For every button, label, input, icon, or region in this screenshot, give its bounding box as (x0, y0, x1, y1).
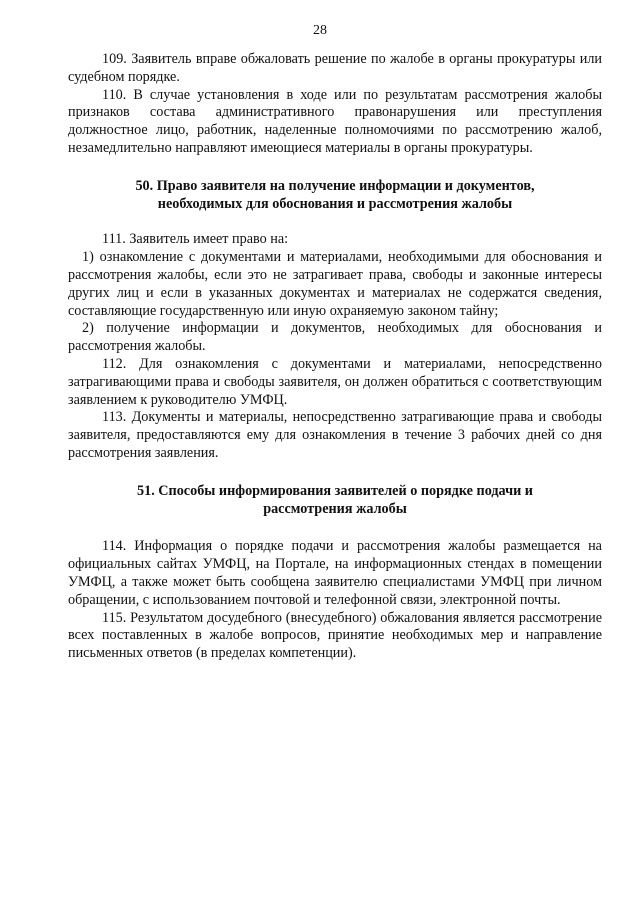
paragraph-112: 112. Для ознакомления с документами и материалами, непосредственно затрагивающими права и свободы заявителя, он должен обратиться с соответствующим заявлением к руководителю УМФЦ. (68, 355, 602, 408)
paragraph-114: 114. Информация о порядке подачи и рассмотрения жалобы размещается на официальных сайтах УМФЦ, на Портале, на информационных стендах в помещении УМФЦ, а также может быть сообщена заявителю специалистами УМФЦ при личном обращении, с использованием почтовой и телефонной связи, электронной почты. (68, 538, 602, 608)
page-number: 28 (313, 23, 327, 38)
document-body (68, 51, 602, 663)
paragraph-110: 110. В случае установления в ходе или по результатам рассмотрения жалобы признаков состава административного правонарушения или преступления должностное лицо, работник, наделенные полномочиями по рассмотрению жалоб, незамедлительно направляют имеющиеся материалы в органы прокуратуры. (68, 86, 602, 156)
section-heading-50: 50. Право заявителя на получение информации и документов, необходимых для обоснования и рассмотрения жалобы (135, 177, 535, 212)
section-heading-51: 51. Способы информирования заявителей о порядке подачи и рассмотрения жалобы (137, 482, 533, 517)
paragraph-111: 111. Заявитель имеет право на: (102, 231, 289, 248)
paragraph-113: 113. Документы и материалы, непосредственно затрагивающие права и свободы заявителя, предоставляются ему для ознакомления в течение 3 рабочих дней со дня рассмотрения заявления. (68, 409, 602, 461)
paragraph-111-item-2: 2) получение информации и документов, необходимых для обоснования и рассмотрения жалобы. (68, 320, 602, 355)
paragraph-111-item-1: 1) ознакомление с документами и материалами, необходимыми для обоснования и рассмотрения жалобы, если это не затрагивает права, свободы и законные интересы других лиц и если в указанных документах и материалах не содержатся сведения, составляющие государственную или иную охраняемую законом тайну; (68, 249, 602, 319)
paragraph-109: 109. Заявитель вправе обжаловать решение по жалобе в органы прокуратуры или судебном порядке. (68, 51, 602, 85)
paragraph-115: 115. Результатом досудебного (внесудебного) обжалования является рассмотрение всех поставленных в жалобе вопросов, принятие необходимых мер и направление письменных ответов (в пределах компетенции). (68, 609, 602, 662)
